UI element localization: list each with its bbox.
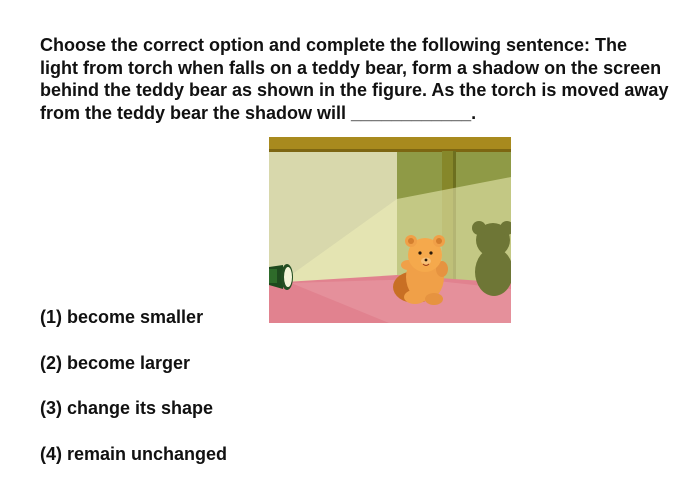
option-4[interactable]: (4) remain unchanged — [40, 444, 228, 464]
torch-teddy-bear-figure — [269, 137, 511, 323]
torch-teddy-bear-shadow-illustration — [269, 137, 511, 323]
option-1[interactable]: (1) become smaller — [40, 307, 204, 327]
option-2[interactable]: (2) become larger — [40, 353, 191, 373]
question-text: Choose the correct option and complete the following sentence: The light from torch when falls on a teddy bear, form a shadow on the screen behind the teddy bear as shown in the figure. As the torch is moved away from the teddy bear the shadow will ____________. — [40, 35, 669, 123]
option-3[interactable]: (3) change its shape — [40, 398, 214, 418]
